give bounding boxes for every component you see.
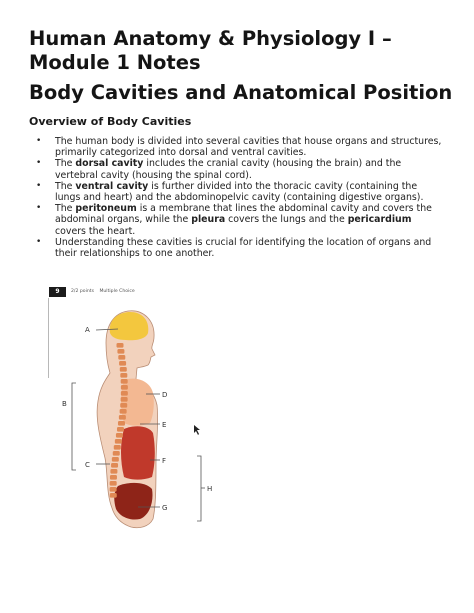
vertebra (114, 445, 121, 450)
vertebra (117, 343, 124, 348)
bullet-text: is a membrane that lines the abdominal cavity and covers the abdominal organs, while the (55, 203, 432, 226)
vertebra (121, 385, 128, 390)
vertebra (120, 409, 127, 414)
vertebra (118, 421, 125, 426)
bullet-text: is further divided into the thoracic cavity (containing the lungs and heart) and the abdominopelvic cavity (containing digestive organs). (55, 180, 424, 204)
label-a: A (85, 326, 90, 334)
label-f: F (162, 457, 167, 465)
vertebra (120, 367, 127, 372)
vertebra (117, 427, 124, 432)
bullet-text: covers the lungs and the (225, 214, 348, 226)
bracket-h (197, 456, 201, 521)
vertebra (110, 493, 117, 498)
question-type: Multiple Choice (99, 289, 135, 294)
abdominal-cavity (121, 426, 155, 479)
vertebra (117, 349, 124, 354)
label-g: G (162, 504, 168, 512)
label-e: E (162, 421, 167, 429)
vertebra (120, 403, 127, 408)
bullet-item (34, 136, 444, 158)
bullet-item (34, 203, 444, 237)
question-score: 2/2 points (71, 289, 94, 294)
bullet-bold-term: dorsal cavity (75, 158, 144, 170)
vertebra (111, 463, 118, 468)
bullet-item (34, 237, 444, 259)
vertebra (121, 397, 128, 402)
bullet-bold-term: pericardium (347, 214, 412, 226)
subsection-title: Overview of Body Cavities (29, 115, 192, 128)
bullet-text: The human body is divided into several cavities that house organs and structures, primarily categorized into dorsal and ventral cavities. (55, 136, 442, 159)
question-number-badge: 9 (49, 287, 66, 297)
bullet-text: The (55, 158, 76, 170)
bullet-text: covers the heart. (55, 225, 136, 237)
label-c: C (85, 461, 90, 469)
document-title: Human Anatomy & Physiology I – Module 1 Notes (29, 27, 392, 74)
vertebra (110, 487, 117, 492)
bullet-text: includes the cranial cavity (housing the brain) and the vertebral cavity (housing the spinal cord). (55, 158, 402, 181)
vertebra (110, 475, 117, 480)
bullet-text: The (55, 180, 76, 192)
bullet-bold-term: pleura (191, 214, 226, 226)
vertebra (116, 433, 123, 438)
label-h: H (207, 485, 213, 493)
vertebra (120, 373, 127, 378)
cursor-icon (194, 425, 200, 435)
bullet-text: The (55, 203, 76, 215)
bullet-bold-term: ventral cavity (75, 180, 149, 192)
bracket-b (72, 383, 76, 470)
bullet-bold-term: peritoneum (75, 203, 137, 215)
vertebra (112, 457, 119, 462)
vertebra (121, 391, 128, 396)
vertebra (118, 355, 125, 360)
label-b: B (62, 400, 67, 408)
bullet-item (34, 181, 444, 203)
vertebra (113, 451, 120, 456)
vertebra (119, 415, 126, 420)
vertebra (119, 361, 126, 366)
vertebra (110, 481, 117, 486)
body-cavities-figure (40, 283, 240, 543)
bullet-list (34, 136, 444, 259)
vertebra (115, 439, 122, 444)
section-title: Body Cavities and Anatomical Position (29, 81, 453, 104)
vertebra (121, 379, 128, 384)
label-d: D (162, 391, 168, 399)
body-cavities-illustration (40, 283, 240, 543)
bullet-text: Understanding these cavities is crucial for identifying the location of organs and their relationships to one another. (55, 236, 432, 260)
vertebra (110, 469, 117, 474)
bullet-item (34, 158, 444, 180)
